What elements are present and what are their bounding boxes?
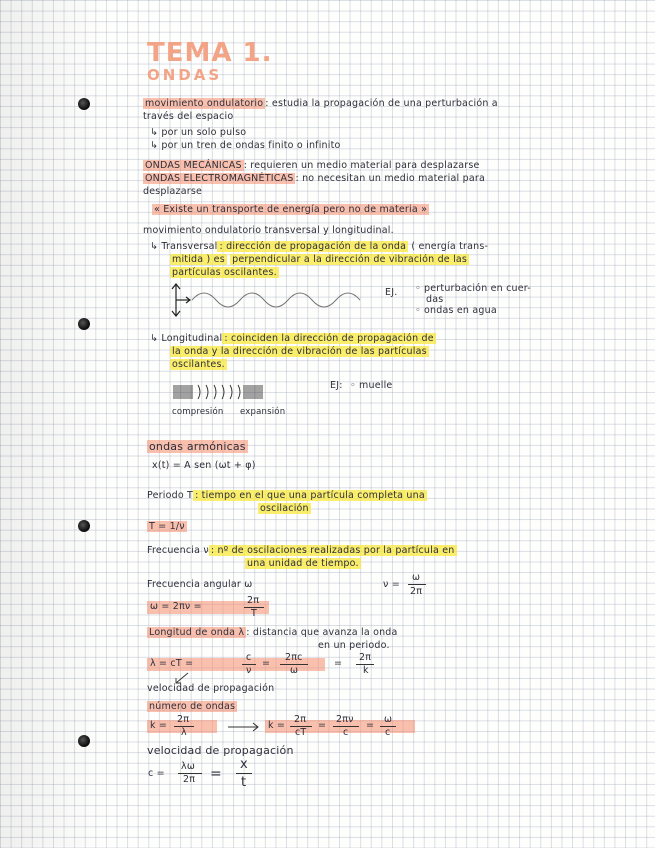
omega-numerator: 2π [247,595,260,606]
omega-denominator: T [251,608,258,619]
c-x: x [240,757,248,772]
transversal-l1a: : dirección de propagación de la onda [219,241,407,252]
lambda-f1-num: c [246,652,252,663]
k1-den: λ [181,727,187,738]
lambda-def-1: : distancia que avanza la onda [246,627,398,638]
c-den: 2π [183,774,196,785]
k-equation: k = [150,720,168,731]
energy-quote: « Existe un transporte de energía pero no de materia » [154,204,428,215]
lambda-f2-den: ω [290,665,299,676]
term-longitud-onda: Longitud de onda λ [149,627,245,638]
binder-hole [78,318,90,330]
c-left: c = [148,768,165,779]
elec-def-2: desplazarse [143,186,203,197]
velocidad-propagacion-note: velocidad de propagación [147,683,275,694]
bullet-tren-ondas: por un tren de ondas finito o infinito [161,140,341,151]
term-longitudinal: Longitudinal [161,333,223,344]
transversal-l2a: mitida ) es [172,254,225,265]
transversal-l1b: ( energía trans- [411,241,489,252]
longitudinal-ej-label: EJ: [330,380,343,391]
c-t: t [241,775,247,790]
lambda-f3-den: k [363,665,369,676]
nu-fraction-bar [408,584,426,585]
implies-arrow [226,722,262,732]
k3-num: 2πν [336,714,354,725]
k2-num: 2π [294,714,307,725]
freq-def-1: : nº de oscilaciones realizadas por la partícula en [210,545,455,556]
lambda-f1-den: ν [246,665,252,676]
nu-denominator: 2π [410,586,423,597]
nu-numerator: ω [412,572,421,583]
term-transversal: Transversal [161,241,218,252]
velocidad-propagacion-title: velocidad de propagación [147,744,294,757]
transversal-intro: movimiento ondulatorio transversal y longitudinal. [143,225,394,236]
term-ondas-armonicas: ondas armónicas [149,440,246,453]
k4-den: c [385,727,391,738]
term-ondas-electromagneticas: ONDAS ELECTROMAGNÉTICAS [145,173,294,184]
binder-hole [78,735,90,747]
k4-num: ω [384,714,393,725]
label-expansion: expansión [240,407,286,417]
transversal-wave-diagram [168,282,368,322]
nu-eq-left: ν = [383,579,400,590]
page-shadow [0,0,108,848]
intro-def-1: : estudia la propagación de una perturbación a [265,98,498,109]
page-subtitle: ONDAS [147,66,223,84]
longitudinal-l3: oscilantes. [172,359,225,370]
omega-equation: ω = 2πν = [150,601,202,612]
term-ondas-mecanicas: ONDAS MECÁNICAS [145,160,242,171]
mec-def: : requieren un medio material para desplazarse [243,160,480,171]
lambda-equation: λ = cT = [150,658,194,669]
k1-num: 2π [177,714,190,725]
term-movimiento-ondulatorio: movimiento ondulatorio [145,98,264,109]
lambda-f3-num: 2π [359,652,372,663]
longitudinal-l1: : coinciden la dirección de propagación de [224,333,434,344]
term-periodo: Periodo T [147,490,194,501]
period-formula: T = 1/ν [149,521,185,532]
harmonic-equation: x(t) = A sen (ωt + φ) [152,460,256,471]
c-mid-equals: = [210,766,222,782]
example-cuerdas: perturbación en cuer- [424,283,531,294]
lambda-def-2: en un periodo. [318,640,390,651]
bullet-solo-pulso: por un solo pulso [161,127,247,138]
spring-diagram [170,381,285,403]
freq-def-2: una unidad de tiempo. [247,558,359,569]
binder-hole [78,520,90,532]
k2-left: k = [268,720,286,731]
term-frecuencia-angular: Frecuencia angular ω [147,579,253,590]
periodo-def-2: oscilación [260,503,309,514]
term-frecuencia: Frecuencia ν [147,545,209,556]
example-agua: ondas en agua [424,305,497,316]
term-numero-ondas: número de ondas [149,701,236,712]
longitudinal-l2: la onda y la dirección de vibración de las partículas [172,346,427,357]
transversal-ej-label: EJ. [385,287,398,298]
binder-hole [78,98,90,110]
sine-wave [192,293,360,307]
elec-def-1: : no necesitan un medio material para [295,173,485,184]
transversal-l2b: perpendicular a la dirección de vibración de las [232,254,468,265]
example-muelle: muelle [359,380,393,391]
label-compresion: compresión [172,407,224,417]
c-num: λω [181,761,195,772]
k3-den: c [343,727,349,738]
notebook-page: TEMA 1. ONDAS movimiento ondulatorio : estudia la propagación de una perturbación a través del espacio ↳ por un solo pulso ↳ por un tren de ondas finito o infinito ONDAS MECÁNICAS : requieren un medio material para desplazarse ONDAS ELECTROMAGNÉTICAS : no necesitan un medio material para desplazarse « Existe un transporte de energía pero no de materia » movimiento ondulatorio transversal y longitudinal. ↳ Transversal : dirección de propagación de la onda ( energía trans- mitida ) es perpendicular a la dirección de vibración de las partículas oscilantes. EJ. ◦ perturbación en cuer- das ◦ ondas en agua ↳ Longitudinal : coinciden la dirección de propagación de la onda y la dirección de vibración de las partículas oscilantes. EJ: ◦ muelle compresión expansión ondas armónicas x(t) = A sen (ωt + φ) Periodo T : tiempo en el que una partícula completa una oscilación T = 1/ν Frecuencia ν : nº de oscilaciones realizadas por la partícula en una unidad de tiempo. Frecuencia angular ω ν = ω 2π ω = 2πν = 2π T Longitud de onda λ : distancia que avanza la onda en un periodo. λ = cT = c ν = 2πc ω = 2π k velocidad de propagación número de ondas k = 2π λ k = 2π cT = 2πν c = ω c velocidad de propagación c = λω 2π = x t [0,0,655,848]
lambda-f2-num: 2πc [285,652,303,663]
transversal-l3: partículas oscilantes. [172,267,277,278]
example-cuerdas-2: das [426,294,444,305]
periodo-def-1: : tiempo en el que una partícula completa una [195,490,425,501]
k2-den: cT [295,727,307,738]
page-title: TEMA 1. [147,38,273,68]
intro-def-2: través del espacio [143,111,234,122]
